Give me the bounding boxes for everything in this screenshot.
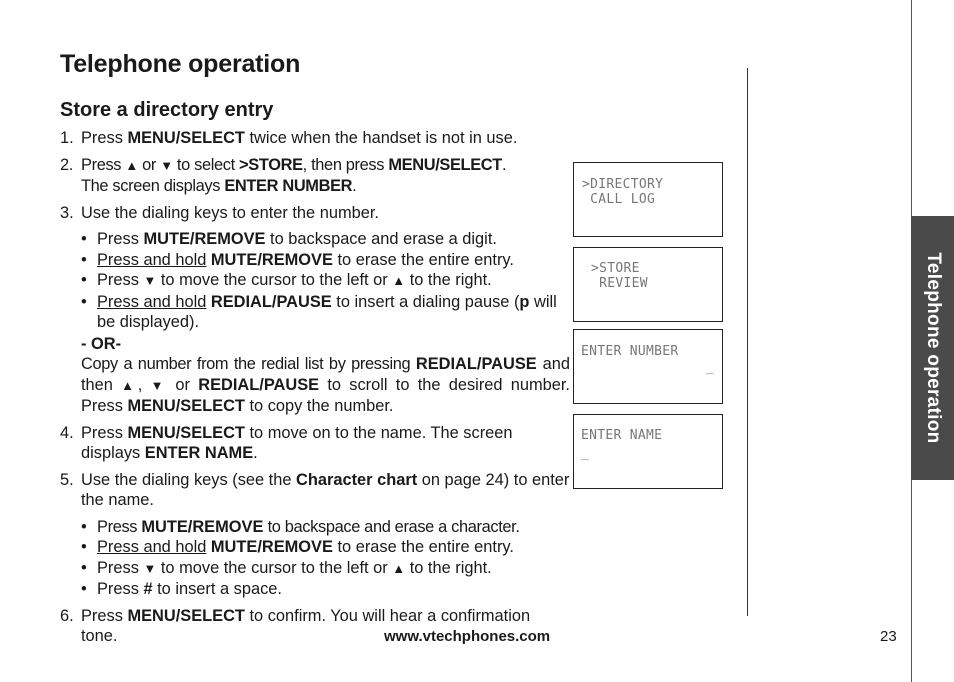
screen-text: ENTER NUMBER bbox=[224, 177, 353, 195]
step-text: , then press bbox=[302, 155, 389, 174]
step-text: twice when the handset is not in use. bbox=[244, 129, 518, 147]
step-text: on page 24) to enter the name. bbox=[81, 470, 570, 509]
up-arrow-icon: ▲ bbox=[392, 560, 406, 576]
screen-line-1: >STORE bbox=[591, 261, 640, 276]
cursor-icon: _ bbox=[581, 446, 590, 461]
list-item: • Press and hold REDIAL/PAUSE to insert a dialing pause (p will be displayed). bbox=[81, 292, 570, 333]
step-text: The screen displays bbox=[81, 177, 225, 195]
menu-option: >STORE bbox=[239, 155, 303, 174]
page-number: 23 bbox=[880, 628, 897, 645]
step-text: to select bbox=[172, 155, 240, 174]
step-4 bbox=[60, 423, 570, 464]
key-name: MENU/SELECT bbox=[127, 129, 245, 147]
screen-line-1: ENTER NAME bbox=[581, 428, 663, 443]
list-item: • Press ▼ to move the cursor to the left or ▲ to the right. bbox=[81, 558, 570, 580]
list-item: • Press and hold MUTE/REMOVE to erase the entire entry. bbox=[81, 250, 570, 271]
list-item: • Press # to insert a space. bbox=[81, 579, 570, 600]
list-item: • Press and hold MUTE/REMOVE to erase the entire entry. bbox=[81, 537, 570, 558]
step-text: Press bbox=[81, 606, 128, 625]
step-text: Use the dialing keys to enter the number. bbox=[81, 203, 379, 222]
step-number: 4. bbox=[60, 423, 74, 442]
list-item: • Press ▼ to move the cursor to the left or ▲ to the right. bbox=[81, 270, 570, 292]
step-3-bullets bbox=[60, 229, 570, 333]
footer-url: www.vtechphones.com bbox=[384, 628, 551, 645]
screen-text: ENTER NAME bbox=[144, 444, 254, 462]
step-text: . bbox=[253, 444, 258, 462]
step-5-bullets bbox=[60, 517, 570, 600]
step-3 bbox=[60, 203, 570, 224]
up-arrow-icon: ▲ bbox=[392, 273, 406, 288]
down-arrow-icon: ▼ bbox=[160, 157, 173, 173]
page-title: Telephone operation bbox=[60, 50, 301, 78]
step-text: . bbox=[501, 155, 507, 174]
handset-screen-enter-number bbox=[573, 329, 723, 404]
key-name: MENU/SELECT bbox=[388, 155, 502, 174]
step-text: Press bbox=[81, 129, 128, 147]
reference-title: Character chart bbox=[296, 470, 418, 489]
section-title: Store a directory entry bbox=[60, 99, 274, 121]
step-text: to confirm. You will hear a confirmation tone. bbox=[81, 606, 531, 645]
step-number: 1. bbox=[60, 129, 74, 147]
step-text: to move on to the name. The screen displays bbox=[81, 423, 513, 462]
cursor-icon: _ bbox=[705, 360, 714, 375]
down-arrow-icon: ▼ bbox=[150, 377, 168, 393]
key-name: MENU/SELECT bbox=[127, 606, 245, 625]
step-text: Press bbox=[81, 423, 128, 442]
list-item: • Press MUTE/REMOVE to backspace and erase a character. bbox=[81, 517, 570, 538]
down-arrow-icon: ▼ bbox=[143, 273, 157, 288]
step-text: Press bbox=[81, 155, 126, 174]
column-divider bbox=[747, 68, 748, 616]
step-1 bbox=[60, 128, 570, 149]
handset-screen-store bbox=[573, 247, 723, 322]
or-separator: - OR- bbox=[81, 334, 122, 353]
step-2 bbox=[60, 155, 570, 197]
side-tab-label: Telephone operation bbox=[922, 252, 944, 444]
step-number: 3. bbox=[60, 203, 74, 222]
screen-line-2: REVIEW bbox=[591, 276, 648, 291]
key-name: MENU/SELECT bbox=[127, 423, 245, 442]
step-number: 6. bbox=[60, 606, 74, 625]
up-arrow-icon: ▲ bbox=[121, 377, 138, 393]
copy-from-redial-text: Copy a number from the redial list by pressing REDIAL/PAUSE and then ▲, ▼ or REDIAL/PAUSE to scroll to the desired number. Press MENU/SELECT to copy the number. bbox=[81, 355, 570, 415]
list-item: • Press MUTE/REMOVE to backspace and erase a digit. bbox=[81, 229, 570, 250]
step-number: 2. bbox=[60, 155, 73, 174]
step-5 bbox=[60, 470, 570, 511]
screen-line-1: ENTER NUMBER bbox=[581, 344, 679, 359]
screen-line-1: >DIRECTORY bbox=[582, 177, 664, 192]
down-arrow-icon: ▼ bbox=[143, 560, 157, 576]
section-side-tab bbox=[911, 216, 954, 480]
handset-screen-enter-name bbox=[573, 414, 723, 489]
screen-line-2: CALL LOG bbox=[582, 192, 656, 207]
handset-screen-directory bbox=[573, 162, 723, 237]
instructions bbox=[60, 128, 570, 647]
step-text: . bbox=[352, 177, 357, 195]
step-text: Use the dialing keys (see the bbox=[81, 470, 297, 489]
step-text: or bbox=[137, 155, 161, 174]
step-number: 5. bbox=[60, 470, 74, 489]
up-arrow-icon: ▲ bbox=[125, 157, 138, 173]
